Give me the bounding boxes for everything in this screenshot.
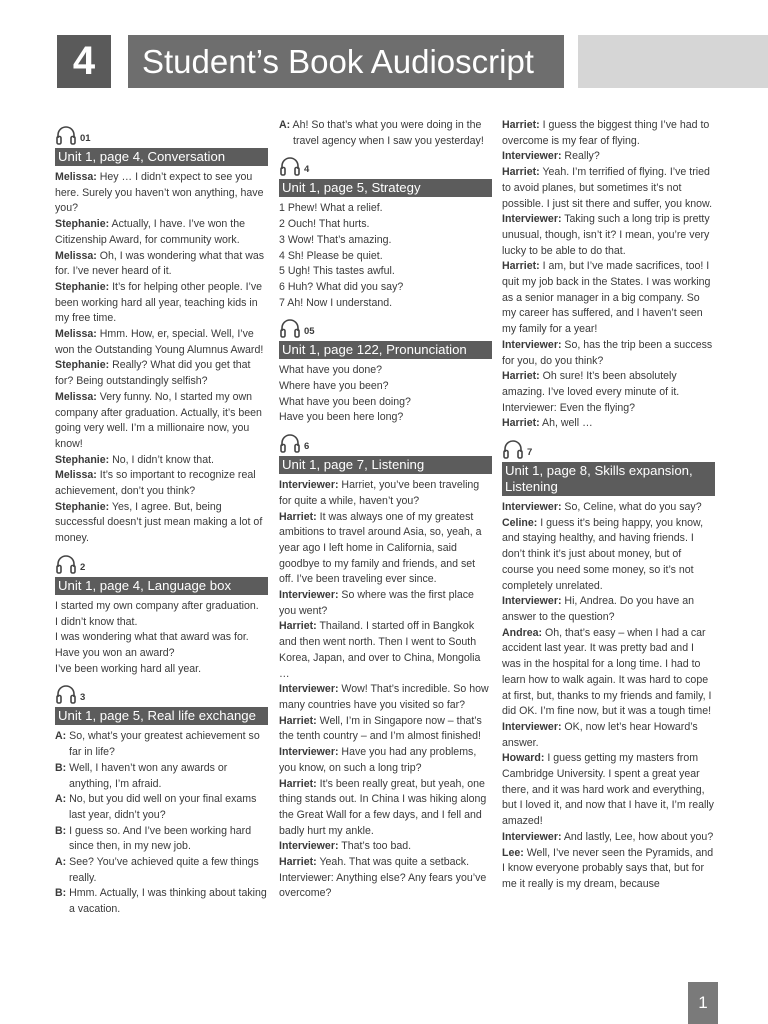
speaker-name: Melissa:: [55, 249, 97, 262]
line-text: Oh, that’s easy – when I had a car accident last year. It was pretty bad and I was in the hospital for a long time. I had to learn how to walk again. It was hard to cope at first, but, thanks to my friends and family, I did OK. I’m fine now, but it was a tough time!: [502, 626, 712, 718]
speaker-name: Harriet:: [502, 260, 540, 273]
script-line: [279, 395, 492, 411]
headphones-icon: [279, 317, 301, 339]
speaker-name: Melissa:: [55, 328, 97, 341]
script-line: [55, 468, 268, 499]
script-line: [502, 259, 715, 338]
audio-track-marker: [55, 122, 268, 146]
line-text: Yeah. That was quite a setback.: [316, 856, 470, 869]
line-text: I guess the biggest thing I’ve had to overcome is my fear of flying.: [502, 119, 710, 147]
line-text: Wow! That’s incredible. So how many countries have you visited so far?: [279, 683, 489, 711]
speaker-name: B:: [55, 887, 67, 900]
unit-number-box: 4: [57, 35, 111, 88]
section-heading: Unit 1, page 4, Language box: [55, 577, 268, 595]
script-line: [55, 729, 268, 760]
speaker-name: Interviewer:: [502, 213, 562, 226]
script-line: [279, 839, 492, 855]
line-text: Well, I’m in Singapore now – that’s the tenth country – and I’m almost finished!: [279, 714, 482, 743]
audio-track-marker: [279, 315, 492, 339]
line-text: What have you done?: [279, 364, 383, 377]
line-text: See? You’ve achieved quite a few things really.: [66, 856, 259, 884]
header-decoration: [578, 35, 768, 88]
line-text: Interviewer: Anything else? Any fears you’ve overcome?: [279, 871, 487, 900]
speaker-name: Harriet:: [279, 620, 317, 633]
line-text: It’s so important to recognize real achievement, don’t you think?: [55, 469, 256, 498]
speaker-name: Interviewer:: [502, 338, 562, 351]
script-line: [55, 358, 268, 389]
section-heading: Unit 1, page 8, Skills expansion, Listening: [502, 462, 715, 496]
page-title: Student’s Book Audioscript: [128, 35, 564, 88]
script-line: [55, 886, 268, 917]
script-line: [279, 871, 492, 902]
speaker-name: Interviewer:: [279, 746, 339, 759]
speaker-name: A:: [55, 730, 67, 743]
script-line: [279, 379, 492, 395]
script-line: [55, 646, 268, 662]
line-text: Ah, well …: [539, 417, 593, 430]
headphones-icon: [502, 438, 524, 460]
script-line: [279, 777, 492, 840]
script-line: [279, 363, 492, 379]
line-text: 6 Huh? What did you say?: [279, 280, 404, 293]
speaker-name: Interviewer:: [279, 840, 339, 853]
section-heading: Unit 1, page 7, Listening: [279, 456, 492, 474]
script-line: [279, 118, 492, 149]
headphones-icon: [55, 553, 77, 575]
script-line: [55, 662, 268, 678]
line-text: 7 Ah! Now I understand.: [279, 296, 393, 309]
line-text: I started my own company after graduation.: [55, 599, 259, 612]
line-text: Harriet, you’ve been traveling for quite a while, haven’t you?: [279, 479, 480, 507]
line-text: And lastly, Lee, how about you?: [561, 830, 714, 843]
line-text: Have you been here long?: [279, 411, 404, 424]
speaker-name: A:: [55, 856, 67, 869]
line-text: 2 Ouch! That hurts.: [279, 218, 370, 231]
script-line: [279, 233, 492, 249]
headphones-icon: [55, 683, 77, 705]
script-line: [502, 369, 715, 400]
line-text: Well, I haven’t won any awards or anything, I’m afraid.: [66, 761, 228, 790]
line-text: 5 Ugh! This tastes awful.: [279, 265, 395, 278]
column-1: [55, 118, 268, 918]
line-text: Yes, I agree. But, being successful doesn’t just mean making a lot of money.: [55, 500, 263, 545]
speaker-name: Stephanie:: [55, 453, 110, 466]
track-number: 05: [304, 326, 315, 338]
script-line: [55, 599, 268, 615]
speaker-name: Stephanie:: [55, 280, 110, 293]
track-number: 6: [304, 441, 310, 453]
speaker-name: Melissa:: [55, 171, 97, 183]
speaker-name: B:: [55, 824, 67, 837]
speaker-name: Harriet:: [279, 777, 317, 790]
track-number: 3: [80, 692, 86, 704]
script-line: [279, 510, 492, 589]
script-line: [502, 500, 715, 516]
track-number: 4: [304, 164, 310, 176]
line-text: What have you been doing?: [279, 395, 411, 408]
script-line: [502, 118, 715, 149]
section-heading: Unit 1, page 5, Strategy: [279, 179, 492, 197]
line-text: Oh, I was wondering what that was for. I’ve never heard of it.: [55, 249, 265, 278]
section-heading: Unit 1, page 122, Pronunciation: [279, 341, 492, 359]
script-line: [55, 824, 268, 855]
line-text: It’s for helping other people. I’ve been working hard all year, teaching kids in my free time.: [55, 280, 263, 325]
speaker-name: Interviewer:: [502, 720, 562, 733]
script-line: [55, 453, 268, 469]
headphones-icon: [279, 432, 301, 454]
script-line: [502, 516, 715, 595]
audio-track-marker: [279, 430, 492, 454]
speaker-name: Interviewer:: [502, 501, 562, 514]
script-line: [279, 478, 492, 509]
line-text: So where was the first place you went?: [279, 589, 474, 617]
script-line: [502, 751, 715, 830]
script-line: [55, 615, 268, 631]
script-line: [502, 416, 715, 432]
line-text: I guess so. And I’ve been working hard since then, in my new job.: [66, 824, 252, 853]
line-text: 3 Wow! That’s amazing.: [279, 233, 392, 246]
script-line: [502, 626, 715, 720]
speaker-name: Interviewer:: [279, 683, 339, 696]
speaker-name: Harriet:: [502, 417, 540, 430]
line-text: Have you won an award?: [55, 646, 175, 659]
line-text: Thailand. I started off in Bangkok and then went north. Then I went to South Korea, Japan, and over to China, Mongolia …: [279, 620, 481, 680]
script-line: [279, 264, 492, 280]
line-text: Ah! So that’s what you were doing in the travel agency when I saw you yesterday!: [290, 119, 484, 147]
script-line: [55, 792, 268, 823]
section-heading: Unit 1, page 4, Conversation: [55, 148, 268, 166]
speaker-name: Interviewer:: [279, 589, 339, 602]
script-line: [502, 338, 715, 369]
speaker-name: B:: [55, 761, 67, 774]
line-text: OK, now let’s hear Howard’s answer.: [502, 720, 698, 749]
line-text: It’s been really great, but yeah, one thing stands out. In China I was hiking along the Great Wall for a few days, and I fell and badly hurt my ankle.: [279, 777, 487, 837]
line-text: Really?: [561, 150, 600, 163]
script-line: [502, 830, 715, 846]
track-number: 7: [527, 447, 533, 459]
line-text: Well, I’ve never seen the Pyramids, and I know everyone probably says that, but for me it really is my dream, because: [502, 846, 714, 890]
line-text: So, Celine, what do you say?: [561, 501, 702, 514]
line-text: That’s too bad.: [338, 840, 412, 853]
speaker-name: Stephanie:: [55, 218, 110, 231]
script-line: [279, 249, 492, 265]
speaker-name: Stephanie:: [55, 359, 110, 372]
script-line: [279, 714, 492, 745]
speaker-name: Harriet:: [279, 714, 317, 727]
line-text: 4 Sh! Please be quiet.: [279, 249, 383, 262]
speaker-name: Interviewer:: [502, 830, 562, 843]
line-text: I guess getting my masters from Cambridge University. I spent a great year there, and it was hard work and everything, but I loved it, and now that I have it, I’m really amazed!: [502, 752, 714, 828]
speaker-name: Harriet:: [502, 370, 540, 383]
line-text: Where have you been?: [279, 380, 389, 393]
script-line: [55, 630, 268, 646]
line-text: No, I didn’t know that.: [109, 453, 214, 466]
headphones-icon: [279, 155, 301, 177]
line-text: Hey … I didn’t expect to see you here. Surely you haven’t won anything, have you?: [55, 171, 264, 215]
script-line: [279, 588, 492, 619]
script-line: [279, 619, 492, 682]
speaker-name: Melissa:: [55, 469, 97, 482]
line-text: Have you had any problems, you know, on such a long trip?: [279, 746, 477, 774]
script-line: [502, 401, 715, 417]
speaker-name: Lee:: [502, 846, 524, 859]
line-text: Oh sure! It’s been absolutely amazing. I’ve loved every minute of it.: [502, 370, 680, 398]
script-line: [279, 296, 492, 312]
speaker-name: Howard:: [502, 752, 545, 765]
column-3: [502, 118, 715, 893]
script-line: [55, 390, 268, 453]
speaker-name: Melissa:: [55, 390, 97, 403]
script-line: [55, 855, 268, 886]
script-line: [502, 212, 715, 259]
line-text: Yeah. I’m terrified of flying. I’ve tried to avoid planes, but sometimes it’s not possible. I just sit there and suffer, you know.: [502, 166, 713, 210]
script-line: [55, 170, 268, 217]
speaker-name: Interviewer:: [279, 479, 339, 492]
line-text: I am, but I’ve made sacrifices, too! I quit my job back in the States. I was working as a senior manager in a big company. So my career has suffered, and I haven’t seen my family for a year!: [502, 260, 711, 336]
speaker-name: A:: [55, 793, 67, 806]
line-text: It was always one of my greatest ambitions to travel around Asia, so, yeah, a year ago I left home in California, said goodbye to my family and friends, and set off. I’ve been traveling ever since.: [279, 510, 482, 586]
speaker-name: Harriet:: [279, 856, 317, 869]
line-text: Interviewer: Even the flying?: [502, 401, 636, 414]
line-text: Really? What did you get that for? Being outstandingly selfish?: [55, 359, 251, 388]
line-text: So, what’s your greatest achievement so far in life?: [66, 730, 260, 759]
audio-track-marker: [502, 436, 715, 460]
speaker-name: Harriet:: [279, 510, 317, 523]
script-line: [279, 410, 492, 426]
line-text: 1 Phew! What a relief.: [279, 202, 383, 215]
line-text: Hmm. Actually, I was thinking about taking a vacation.: [66, 887, 267, 916]
script-line: [55, 249, 268, 280]
script-line: [55, 280, 268, 327]
audio-track-marker: [279, 153, 492, 177]
line-text: I was wondering what that award was for.: [55, 631, 249, 644]
script-line: [279, 682, 492, 713]
script-line: [55, 500, 268, 547]
line-text: I didn’t know that.: [55, 615, 138, 628]
script-line: [502, 594, 715, 625]
audio-track-marker: [55, 681, 268, 705]
script-line: [279, 201, 492, 217]
script-line: [279, 745, 492, 776]
headphones-icon: [55, 124, 77, 146]
line-text: Hmm. How, er, special. Well, I’ve won the Outstanding Young Alumnus Award!: [55, 328, 264, 356]
speaker-name: Interviewer:: [502, 595, 562, 608]
script-line: [502, 149, 715, 165]
script-line: [55, 327, 268, 358]
line-text: Very funny. No, I started my own company after graduation. Actually, it’s been going very well. I’m a millionaire now, you know!: [55, 390, 262, 450]
line-text: Actually, I have. I’ve won the Citizenship Award, for community work.: [55, 218, 245, 246]
page-number: 1: [688, 982, 718, 1024]
script-line: [279, 280, 492, 296]
script-line: [55, 761, 268, 792]
line-text: Taking such a long trip is pretty unusual, though, isn’t it? I mean, you’re very lucky to be able to do that.: [502, 213, 710, 257]
speaker-name: Interviewer:: [502, 150, 562, 163]
line-text: So, has the trip been a success for you, do you think?: [502, 338, 713, 367]
script-line: [279, 217, 492, 233]
track-number: 2: [80, 561, 86, 573]
script-line: [502, 720, 715, 751]
audio-track-marker: [55, 551, 268, 575]
line-text: I guess it’s being happy, you know, and staying healthy, and having friends. I don’t think it’s just about money, but of course you need some money, so it’s not completely unrelated.: [502, 516, 704, 592]
script-line: [502, 846, 715, 893]
speaker-name: Stephanie:: [55, 500, 110, 513]
speaker-name: A:: [279, 119, 291, 131]
column-2: [279, 118, 492, 902]
speaker-name: Celine:: [502, 516, 538, 529]
speaker-name: Harriet:: [502, 119, 540, 131]
line-text: No, but you did well on your final exams last year, didn’t you?: [66, 793, 257, 821]
section-heading: Unit 1, page 5, Real life exchange: [55, 707, 268, 725]
speaker-name: Harriet:: [502, 166, 540, 179]
line-text: Hi, Andrea. Do you have an answer to the question?: [502, 595, 694, 623]
script-line: [502, 165, 715, 212]
track-number: 01: [80, 133, 91, 144]
speaker-name: Andrea:: [502, 626, 543, 639]
script-line: [279, 855, 492, 871]
script-line: [55, 217, 268, 248]
line-text: I’ve been working hard all year.: [55, 662, 202, 675]
